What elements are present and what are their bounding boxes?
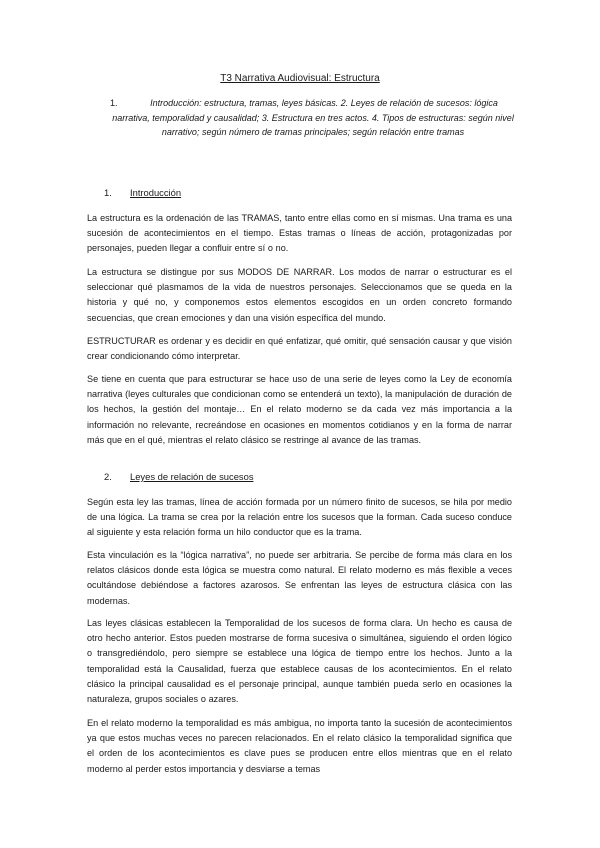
paragraph: Se tiene en cuenta que para estructurar se hace uso de una serie de leyes como la Ley de economía narrativa (leyes culturales que condicionan como se entenderá un texto), la manipulación de duración de los hechos, la gestión del montaje… En el relato moderno se da cada vez más importancia a la información no relevante, recreándose en ocasiones en momentos cotidianos y en la forma de narrar más que en el qué, mientras el relato clásico se restringe al avance de las tramas. (87, 374, 512, 445)
summary (112, 96, 514, 140)
summary-number: 1. (110, 98, 118, 108)
paragraph: La estructura es la ordenación de las TRAMAS, tanto entre ellas como en sí mismas. Una trama es una sucesión de acontecimientos en el tiempo. Estas tramas o líneas de acción, protagonizadas por personajes, pueden llegar a confluir entre sí o no. (87, 213, 512, 254)
section-number: 2. (104, 471, 112, 482)
paragraph: La estructura se distingue por sus MODOS DE NARRAR. Los modos de narrar o estructurar es el seleccionar qué plasmamos de la vida de nuestros personajes. Seleccionamos que se queda en la historia y qué no, y componemos estos elementos escogidos en un orden concreto formando secuencias, que crean emociones y dan una visión específica del mundo. (87, 267, 512, 323)
paragraph: ESTRUCTURAR es ordenar y es decidir en qué enfatizar, qué omitir, qué sensación causar y que visión crear condicionando cómo interpretar. (87, 336, 512, 362)
paragraph: Esta vinculación es la “lógica narrativa”, no puede ser arbitraria. Se percibe de forma más clara en los relatos clásicos donde esta lógica se muestra como natural. El relato moderno es más flexible a veces ocultándose debiéndose a factores azarosos. Se enfrentan las leyes de estructura clásica con las modernas. (87, 550, 512, 606)
section-heading-introduccion (104, 187, 182, 199)
section-heading-leyes (104, 471, 254, 483)
section-number: 1. (104, 187, 112, 198)
paragraph: Según esta ley las tramas, línea de acción formada por un número finito de sucesos, se hila por medio de una lógica. La trama se crea por la relación entre los sucesos que la forman. Cada suceso conduce al siguiente y esta relación forma un hilo conductor que es la trama. (87, 497, 512, 538)
paragraph: Las leyes clásicas establecen la Temporalidad de los sucesos de forma clara. Un hecho es causa de otro hecho anterior. Estos pueden mostrarse de forma sucesiva o simultánea, siguiendo el orden lógico o transgrediéndolo, pero siempre se establece una lógica de tiempo entre los hechos. Junto a la temporalidad está la Causalidad, fuerza que establece causas de los acontecimientos. En el relato clásico la principal causalidad es el personaje principal, aunque también pueda serlo en ocasiones la naturaleza, grupos sociales o azares. (87, 618, 512, 705)
paragraph: En el relato moderno la temporalidad es más ambigua, no importa tanto la sucesión de acontecimientos ya que estos muchas veces no parecen relacionados. En el relato clásico la temporalidad significa que el orden de los acontecimientos es clave pues se producen entre ellos mientras que en el relato moderno al perder estos importancia y desviarse a temas (87, 718, 512, 774)
summary-text: Introducción: estructura, tramas, leyes básicas. 2. Leyes de relación de sucesos: lógica narrativa, temporalidad y causalidad; 3. Estructura en tres actos. 4. Tipos de estructuras: según nivel narrativo; según número de tramas principales; según relación entre tramas (112, 98, 514, 137)
section-title: Leyes de relación de sucesos (130, 471, 254, 482)
document-title: T3 Narrativa Audiovisual: Estructura (220, 73, 380, 84)
section-title: Introducción (130, 187, 182, 198)
